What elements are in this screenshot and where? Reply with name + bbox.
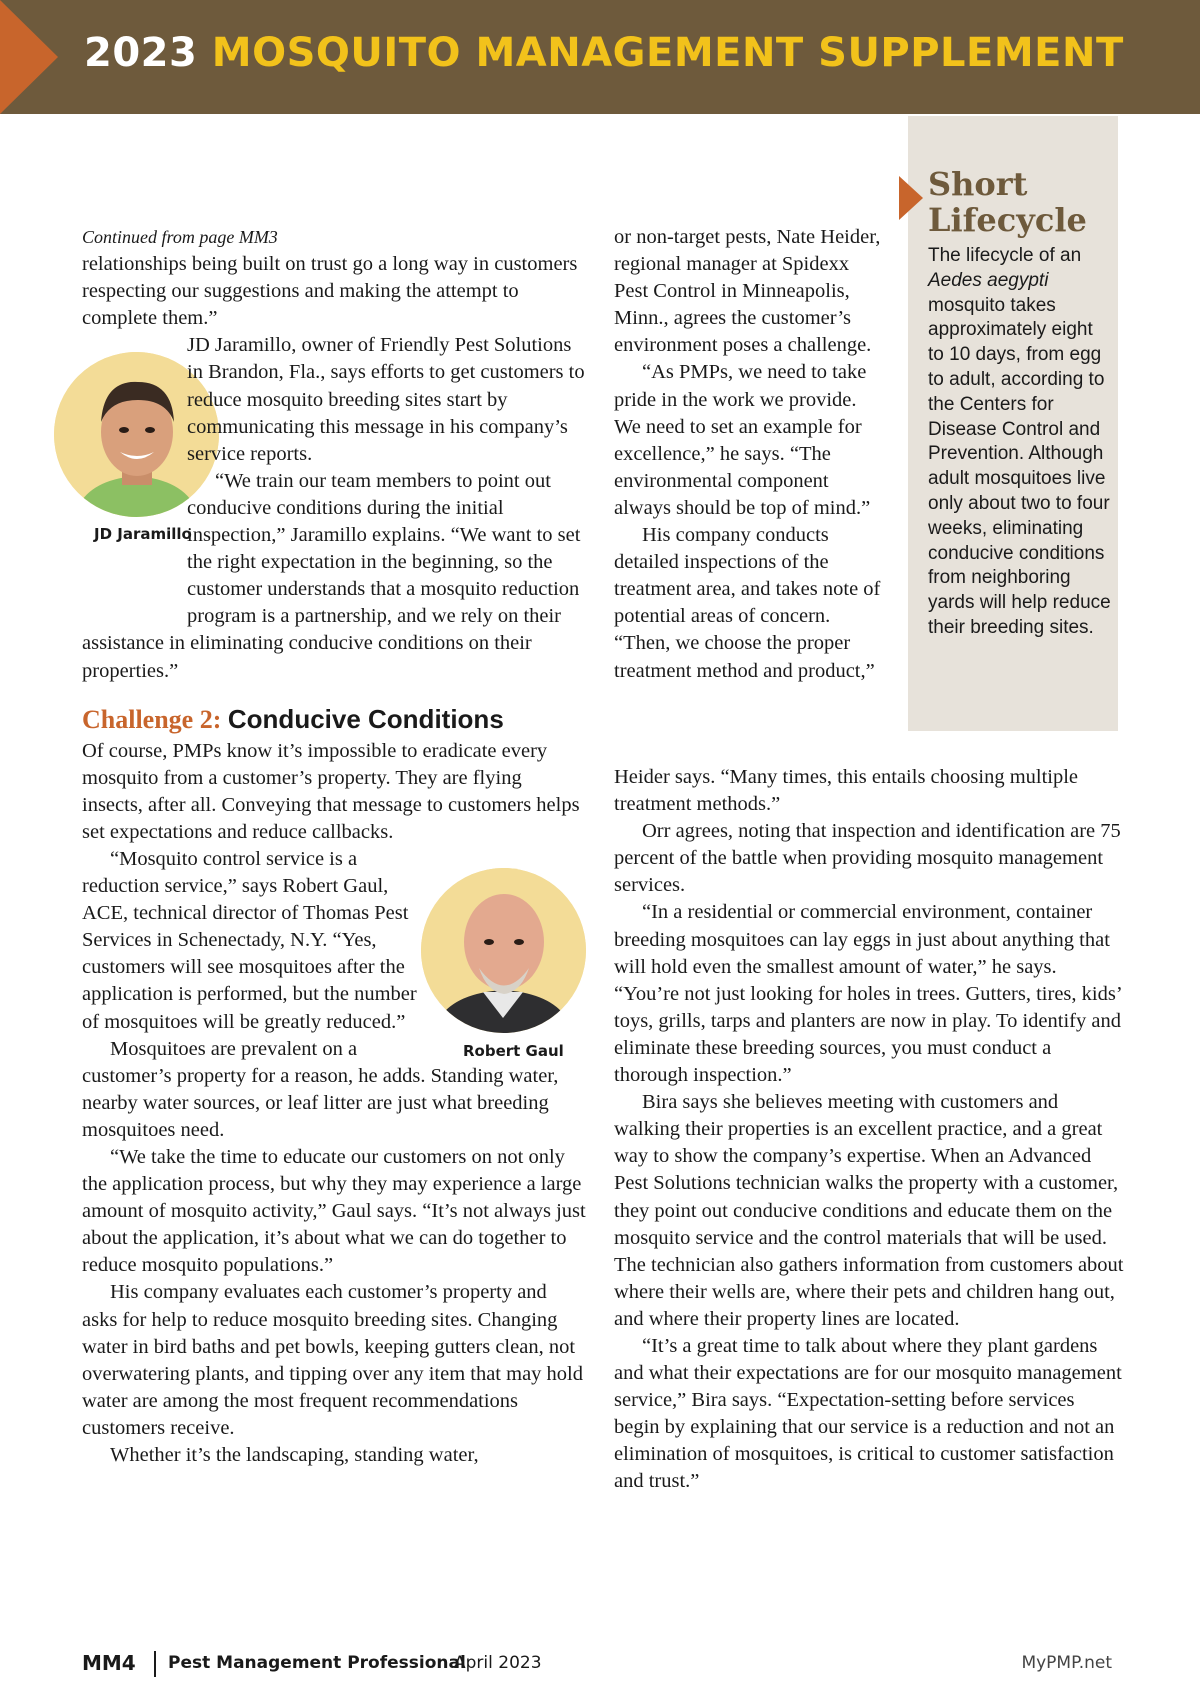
col2-paragraph-6: Bira says she believes meeting with customers and walking their properties is an excellent practice, and a great way to show the company’s expertise. When an Advanced Pest Solutions technician walks the property with a customer, they point out conducive conditions and educate them on the mosquito service and the control materials that will be used. The technician also gathers information from customers about where their wells are, where their pets and children hang out, and where their property lines are located. <box>614 1091 1124 1330</box>
col2-paragraph-7: “It’s a great time to talk about where they plant gardens and what their expectations are for our mosquito management service,” Bira says. “Expectation-setting before services begin by explaining that our service is a reduction and not an elimination of mosquitoes, is critical to customer satisfaction and trust.” <box>614 1334 1122 1493</box>
sidebar-short-lifecycle <box>908 116 1118 731</box>
sidebar-body-post: mosquito takes approximately eight to 10 days, from egg to adult, according to the Centers for Disease Control and Prevention. Although adult mosquitoes live only about two to four weeks, eliminating conducive conditions from neighboring yards will help reduce their breeding sites. <box>928 294 1111 638</box>
header-banner <box>0 0 1200 114</box>
supplement-title <box>84 30 1124 76</box>
col2-paragraph-2: “As PMPs, we need to take pride in the work we provide. We need to set an example for excellence,” he says. “The environmental component always should be top of mind.” <box>614 361 871 519</box>
col2-paragraph-5: “In a residential or commercial environment, container breeding mosquitoes can lay eggs in just about anything that will hold even the smallest amount of water,” he says. “You’re not just looking for holes in trees. Gutters, tires, kids’ toys, grills, tarps and planters are now in play. To identify and eliminate these breeding sources, you must conduct a thorough inspection.” <box>614 901 1122 1087</box>
article-column-1 <box>82 224 587 1469</box>
gaul-photo-spacer <box>417 846 587 1046</box>
subhead-topic: Conducive Conditions <box>227 703 504 734</box>
page-number: MM4 <box>82 1651 136 1675</box>
col1-paragraph-7: “We take the time to educate our customers on not only the application process, but why they may experience a large amount of mosquito activity,” Gaul says. “It’s not always just about the application, it’s about what we can do together to reduce mosquito populations.” <box>82 1146 586 1277</box>
col1-paragraph-8: His company evaluates each customer’s property and asks for help to reduce mosquito breeding sites. Changing water in bird baths and pet bowls, keeping gutters clean, not overwatering plants, and tipping over any item that may hold water are among the most frequent recommendations customers receive. <box>82 1281 583 1439</box>
sidebar-body-pre: The lifecycle of an <box>928 245 1082 266</box>
title-year: 2023 <box>84 30 198 76</box>
col1-paragraph-9: Whether it’s the landscaping, standing water, <box>110 1444 479 1467</box>
col2-paragraph-4: Orr agrees, noting that inspection and identification are 75 percent of the battle when providing mosquito management services. <box>614 820 1121 897</box>
sidebar-body-species: Aedes aegypti <box>928 269 1049 291</box>
sidebar-title-line1: Short <box>928 165 1028 203</box>
sidebar-title-line2: Lifecycle <box>928 201 1087 239</box>
subhead-challenge: Challenge 2: <box>82 704 222 734</box>
section-subhead <box>82 701 587 738</box>
col2-paragraph-3b: Heider says. “Many times, this entails choosing multiple treatment methods.” <box>614 766 1079 816</box>
jd-jaramillo-caption: JD Jaramillo <box>94 525 192 543</box>
issue-date: April 2023 <box>454 1653 542 1673</box>
header-arrow-shape <box>0 0 58 114</box>
website-link[interactable]: MyPMP.net <box>1021 1653 1112 1673</box>
col1-paragraph-3: “We train our team members to point out conducive conditions during the initial inspection,” Jaramillo explains. “We want to set the right expectation in the beginning, so the customer understands that a mosquito reduction program is a partnership, and we rely on their assistance in eliminating conducive conditions on their properties.” <box>82 469 581 682</box>
col1-paragraph-5: “Mosquito control service is a reduction service,” says Robert Gaul, ACE, technical director of Thomas Pest Services in Schenectady, N.Y. “Yes, customers will see mosquitoes after the application is performed, but the number of mosquitoes will be greatly reduced.” <box>82 847 417 1033</box>
col2-paragraph-3a: His company conducts detailed inspections of the treatment area, and takes note of potential areas of concern. “Then, we choose the proper treatment method and product,” <box>614 524 881 682</box>
page-footer <box>82 1651 1112 1681</box>
article-column-2-top <box>614 224 884 685</box>
col2-paragraph-1: or non-target pests, Nate Heider, regional manager at Spidexx Pest Control in Minneapolis, Minn., agrees the customer’s environment poses a challenge. <box>614 226 881 357</box>
col1-paragraph-6: Mosquitoes are prevalent on a customer’s property for a reason, he adds. Standing water, nearby water sources, or leaf litter are just what breeding mosquitoes need. <box>82 1037 559 1141</box>
sidebar-arrow-icon <box>899 176 923 220</box>
sidebar-body <box>928 244 1113 641</box>
title-text: MOSQUITO MANAGEMENT SUPPLEMENT <box>211 30 1124 76</box>
publication-name: Pest Management Professional <box>168 1653 466 1673</box>
robert-gaul-caption: Robert Gaul <box>463 1042 564 1060</box>
sidebar-title <box>928 166 1113 238</box>
jd-photo-spacer <box>52 332 187 622</box>
col1-paragraph-1: relationships being built on trust go a long way in customers respecting our suggestions and making the attempt to complete them.” <box>82 253 578 330</box>
col1-paragraph-2: JD Jaramillo, owner of Friendly Pest Solutions in Brandon, Fla., says efforts to get customers to reduce mosquito breeding sites start by communicating this message in his company’s service reports. <box>187 334 585 465</box>
col1-paragraph-4: Of course, PMPs know it’s impossible to eradicate every mosquito from a customer’s property. They are flying insects, after all. Conveying that message to customers helps set expectations and reduce callbacks. <box>82 739 580 843</box>
footer-divider <box>154 1651 156 1677</box>
continued-note: Continued from page MM3 <box>82 227 278 247</box>
article-column-2-bottom <box>614 764 1124 1496</box>
